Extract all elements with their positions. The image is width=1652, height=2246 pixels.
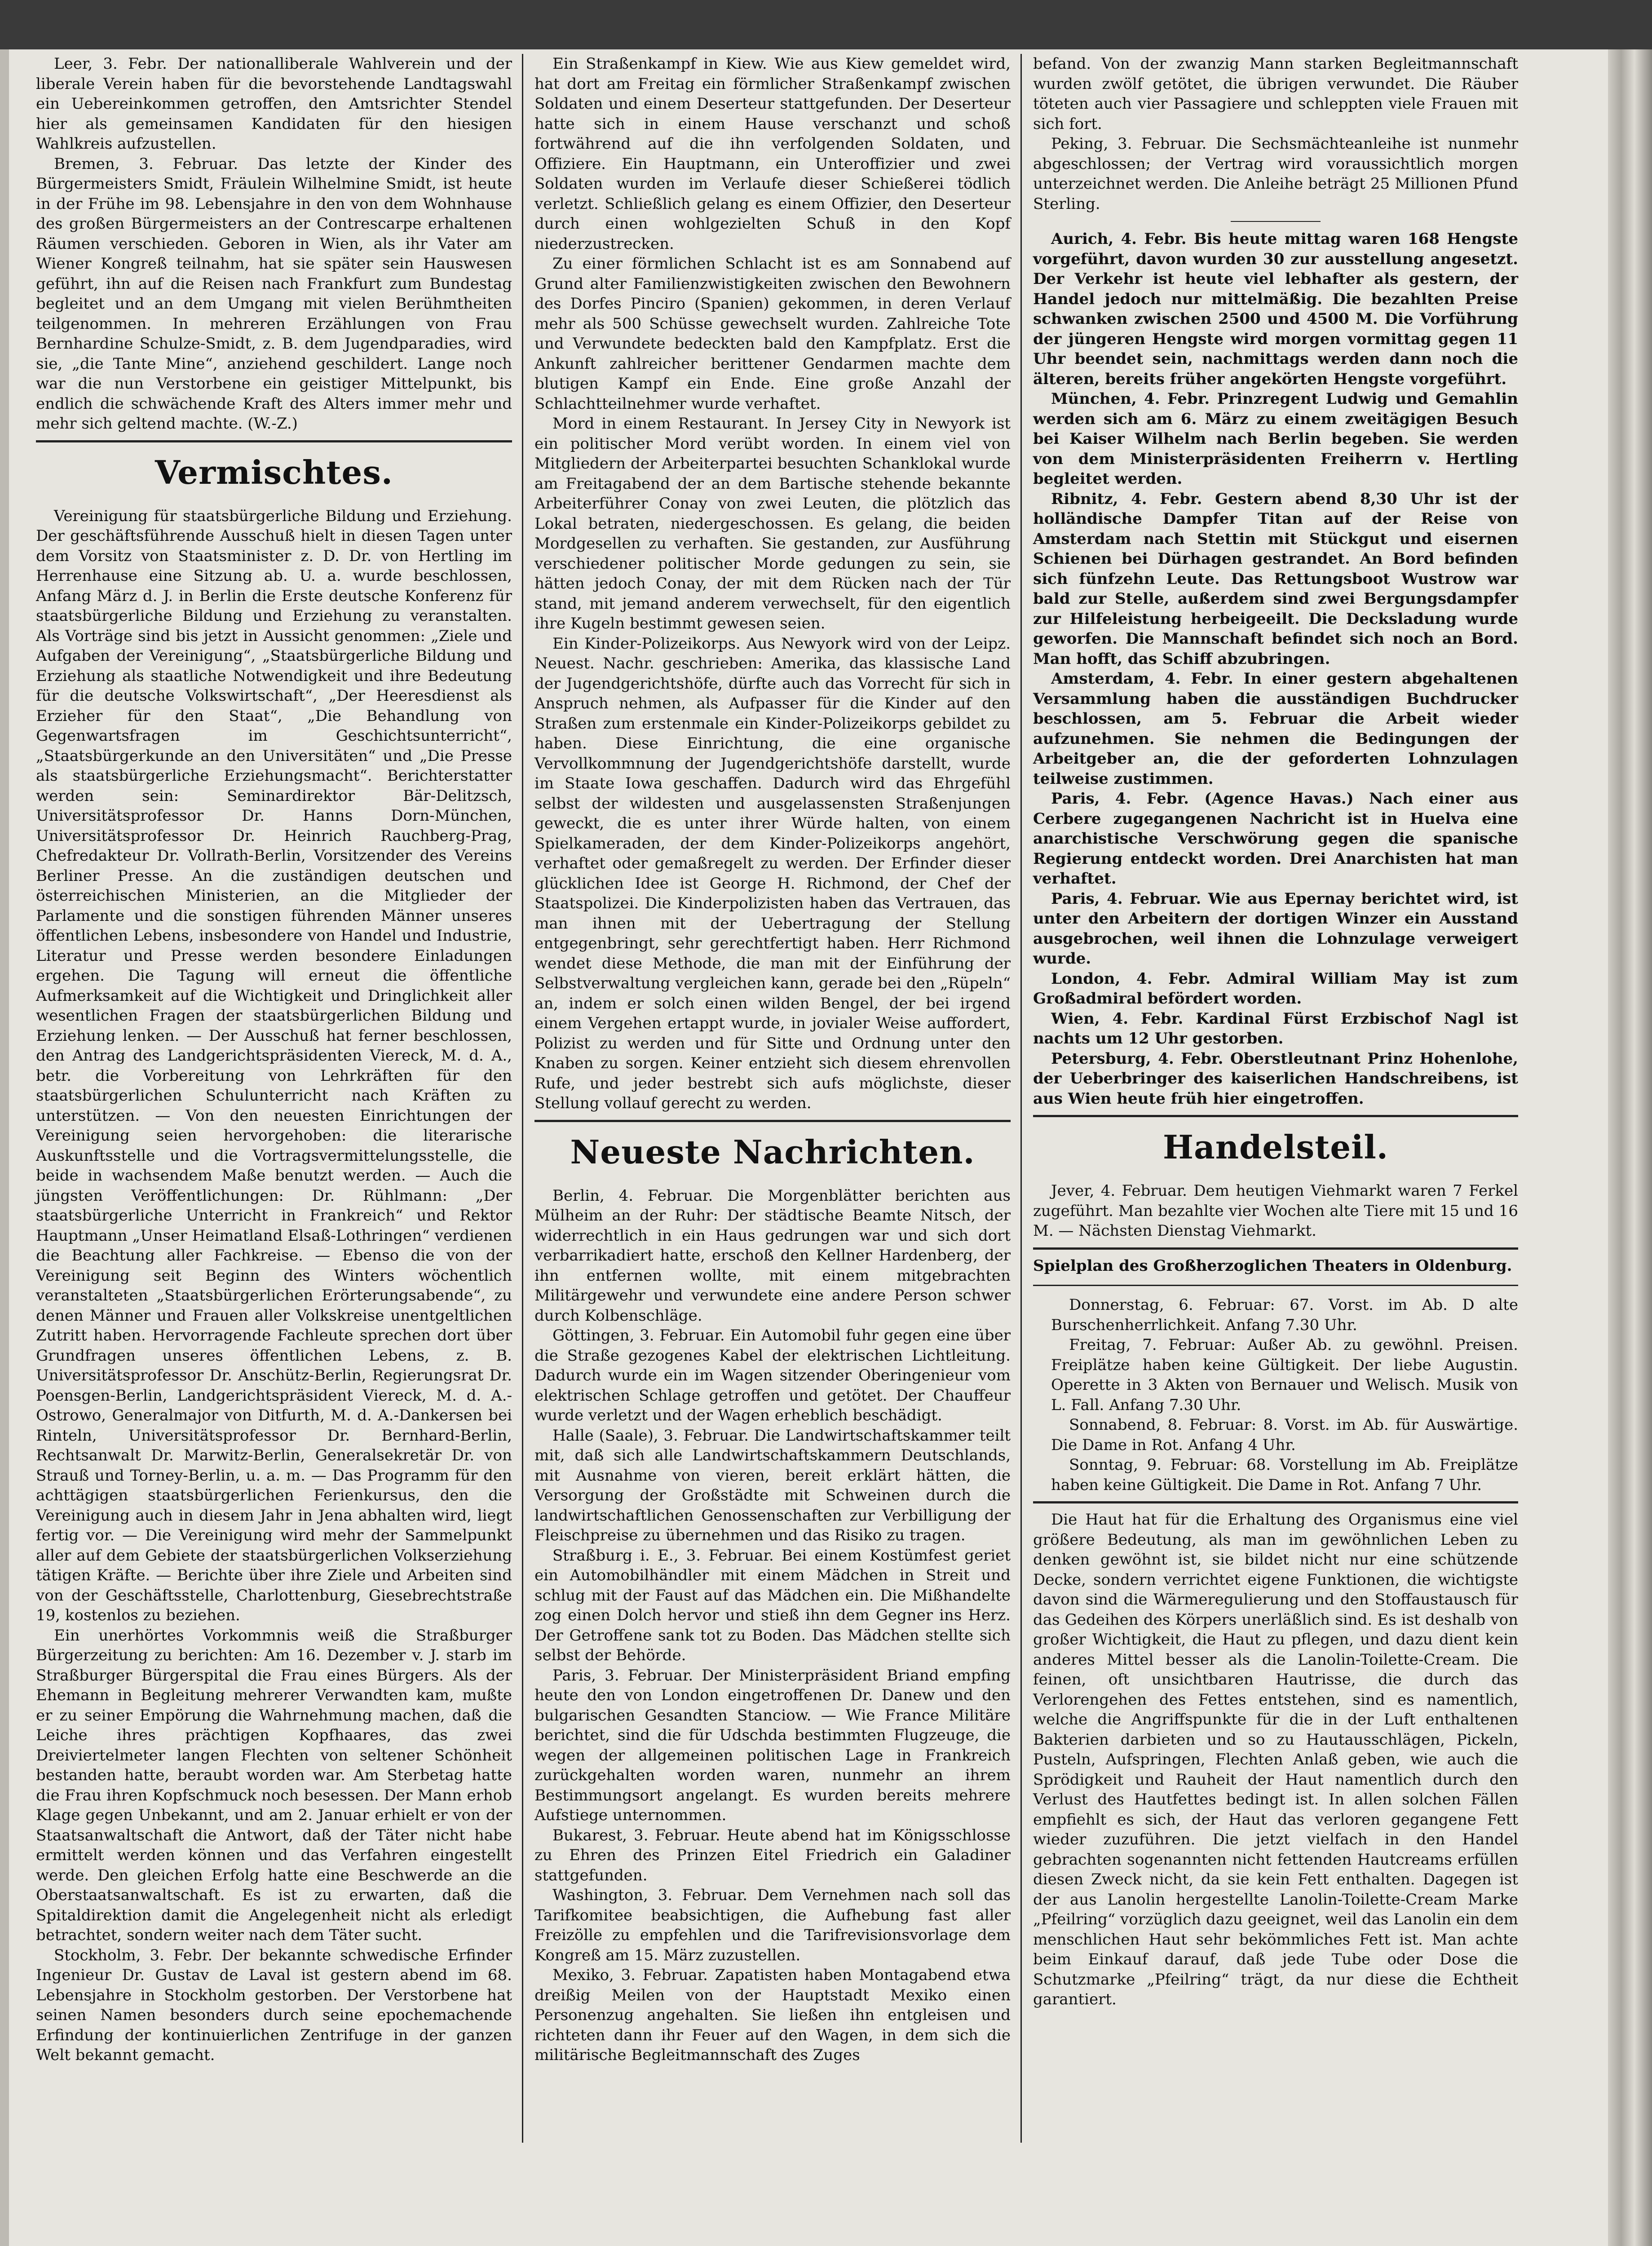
theater-title: Spielplan des Großherzoglichen Theaters in Oldenburg. <box>1033 1256 1512 1275</box>
theater-entry: Sonntag, 9. Februar: 68. Vorstellung im Ab. Freiplätze haben keine Gültigkeit. Die Dame in Rot. Anfang 7 Uhr. <box>1051 1456 1518 1494</box>
column-3 <box>1033 54 1518 2010</box>
advertisement-lanolin: Die Haut hat für die Erhaltung des Organismus eine viel größere Bedeutung, als man im gewöhnlichen Leben zu denken gewöhnt ist, sie bildet nicht nur eine schützende Decke, sondern verrichtet eigene Funktionen, die wichtigste davon sind die Wärmeregulierung und den Stoffaustausch für das Gedeihen des Körpers unerläßlich sind. Es ist deshalb von großer Wichtigkeit, die Haut zu pflegen, und dazu dient kein anderes Mittel besser als die Lanolin-Toilette-Cream. Die feinen, oft unsichtbaren Hautrisse, die durch das Verlorengehen des Fettes entstehen, sind es namentlich, welche die Angriffspunkte für die in der Luft enthaltenen Bakterien darbieten und so zu Hautausschlägen, Pickeln, Pusteln, Aufspringen, Flechten Anlaß geben, wie auch die Sprödigkeit und Rauheit der Haut namentlich durch den Verlust des Hautfettes bedingt ist. In allen solchen Fällen empfiehlt es sich, der Haut das verloren gegangene Fett wieder zuzuführen. Die jetzt vielfach in den Handel gebrachten sogenannten nicht fettenden Hautcreams erfüllen diesen Zweck nicht, da sie kein Fett enthalten. Dagegen ist der aus Lanolin hergestellte Lanolin-Toilette-Cream Marke „Pfeilring“ vorzüglich dazu geeignet, weil das Lanolin ein dem menschlichen Haut sehr bekömmliches Fett ist. Man achte beim Einkauf darauf, daß jede Tube oder Dose die Schutzmarke „Pfeilring“ trägt, da nur diese die Echtheit garantiert. <box>1033 1511 1518 2008</box>
news-peking: Peking, 3. Februar. Die Sechsmächteanleihe ist nunmehr abgeschlossen; der Vertrag wird voraussichtlich morgen unterzeichnet werden. Die Anleihe beträgt 25 Millionen Pfund Sterling. <box>1033 135 1518 213</box>
article-leer: Leer, 3. Febr. Der nationalliberale Wahlverein und der liberale Verein haben für die bevorstehende Landtagswahl ein Uebereinkommen getroffen, den Amtsrichter Stendel hier als gemeinsamen Kandidaten für den hiesigen Wahlkreis aufzustellen. <box>36 55 512 153</box>
article-mord: Mord in einem Restaurant. In Jersey City in Newyork ist ein politischer Mord verübt worden. In einem viel von Mitgliedern der Arbeiterpartei besuchten Schanklokal wurde am Freitagabend der an dem Bartische stehende bekannte Arbeiterführer Conay von zwei Leuten, die plötzlich das Lokal betraten, niedergeschossen. Es gelang, die beiden Mordgesellen zu verhaften. Sie gestanden, zur Ausführung verschiedener politischer Morde gedungen zu sein, sie hätten jedoch Conay, der mit dem Rücken nach der Tür stand, mit jemand anderem verwechselt, für den eigentlich ihre Kugeln bestimmt gewesen seien. <box>534 415 1011 632</box>
news-washington: Washington, 3. Februar. Dem Vernehmen nach soll das Tarifkomitee beabsichtigen, die Aufhebung fast aller Freizölle zu empfehlen und die Tarifrevisionsvorlage dem Kongreß am 15. März zuzustellen. <box>534 1886 1011 1964</box>
news-paris-epernay: Paris, 4. Februar. Wie aus Epernay berichtet wird, ist unter den Arbeitern der dortigen Winzer ein Ausstand ausgebrochen, weil ihnen die Lohnzulage verweigert wurde. <box>1033 889 1518 968</box>
column-1 <box>36 54 512 2065</box>
news-petersburg: Petersburg, 4. Febr. Oberstleutnant Prinz Hohenlohe, der Ueberbringer des kaiserlichen Handschreibens, ist aus Wien heute früh hier eingetroffen. <box>1033 1049 1518 1108</box>
news-paris-havas: Paris, 4. Febr. (Agence Havas.) Nach einer aus Cerbere zugegangenen Nachricht ist in Huelva eine anarchistische Verschwörung gegen die spanische Regierung entdeckt worden. Drei Anarchisten hat man verhaftet. <box>1033 790 1518 888</box>
news-strassburg: Straßburg i. E., 3. Februar. Bei einem Kostümfest geriet ein Automobilhändler mit einem Mädchen in Streit und schlug mit der Faust auf das Mädchen ein. Die Mißhandelte zog einen Dolch hervor und stieß ihn dem Gegner ins Herz. Der Getroffene sank tot zu Boden. Das Mädchen stellte sich selbst der Behörde. <box>534 1546 1011 1664</box>
article-kinderpolizei: Ein Kinder-Polizeikorps. Aus Newyork wird von der Leipz. Neuest. Nachr. geschrieben: Amerika, das klassische Land der Jugendgerichtshöfe, dürfte auch das Vorrecht für sich in Anspruch nehmen, als Aufpasser für die Kinder auf den Straßen zum erstenmale ein Kinder-Polizeikorps gebildet zu haben. Diese Einrichtung, die eine organische Vervollkommnung der Jugendgerichtshöfe darstellt, wurde im Staate Iowa geschaffen. Dadurch wird das Ehrgefühl selbst der wildesten und ausgelassensten Straßenjungen geweckt, die es unter ihrer Würde halten, von einem Spielkameraden, der dem Kinder-Polizeikorps angehört, verhaftet oder gemaßregelt zu werden. Der Erfinder dieser glücklichen Idee ist George H. Richmond, der Chef der Staatspolizei. Die Kinderpolizisten haben das Vertrauen, das man ihnen mit der Uebertragung der Stellung entgegenbringt, sehr gerechtfertigt haben. Herr Richmond wendet diese Methode, die man mit der Einführung der Selbstverwaltung vergleichen kann, gerade bei den „Rüpeln“ an, indem er solch einen wilden Bengel, der bei irgend einem Vergehen ertappt wurde, in jovialer Weise auffordert, Polizist zu werden und für Sitte und Ordnung unter den Knaben zu sorgen. Keiner entzieht sich diesem ehrenvollen Rufe, und jeder bestrebt sich aufs möglichste, dieser Stellung vollauf gerecht zu werden. <box>534 634 1011 1112</box>
news-berlin: Berlin, 4. Februar. Die Morgenblätter berichten aus Mülheim an der Ruhr: Der städtische Beamte Nitsch, der widerrechtlich in ein Haus gedrungen war und sich dort verbarrikadiert hatte, erschoß den Kellner Hardenberg, der ihn entfernen wollte, mit einem mitgebrachten Militärgewehr und verwundete eine andere Person schwer durch Kolbenschläge. <box>534 1186 1011 1325</box>
column-2 <box>534 54 1011 2065</box>
divider <box>534 1120 1011 1122</box>
news-london: London, 4. Febr. Admiral William May ist zum Großadmiral befördert worden. <box>1033 969 1518 1008</box>
article-vereinigung: Vereinigung für staatsbürgerliche Bildung und Erziehung. Der geschäftsführende Ausschuß hielt in diesen Tagen unter dem Vorsitz von Staatsminister z. D. Dr. von Hertling im Herrenhause eine Sitzung ab. U. a. wurde beschlossen, Anfang März d. J. in Berlin die Erste deutsche Konferenz für staatsbürgerliche Bildung und Erziehung zu veranstalten. Als Vorträge sind bis jetzt in Aussicht genommen: „Ziele und Aufgaben der Vereinigung“, „Staatsbürgerliche Bildung und Erziehung als staatliche Notwendigkeit und ihre Bedeutung für die deutsche Volkswirtschaft“, „Der Heeresdienst als Erzieher für den Staat“, „Die Behandlung von Gegenwartsfragen im Geschichtsunterricht“, „Staatsbürgerkunde an den Universitäten“ und „Die Presse als staatsbürgerliche Erziehungsmacht“. Berichterstatter werden sein: Seminardirektor Bär-Delitzsch, Universitätsprofessor Dr. Hanns Dorn-München, Universitätsprofessor Dr. Heinrich Rauchberg-Prag, Chefredakteur Dr. Vollrath-Berlin, Vorsitzender des Vereins Berliner Presse. An die zuständigen deutschen und österreichischen Ministerien, an die Mitglieder der Parlamente und die sonstigen führenden Männer unseres öffentlichen Lebens, insbesondere von Handel und Industrie, Literatur und Presse werden besondere Einladungen ergehen. Die Tagung will erneut die öffentliche Aufmerksamkeit auf die Wichtigkeit und Dringlichkeit aller wesentlichen Fragen der staatsbürgerlichen Bildung und Erziehung lenken. — Der Ausschuß hat ferner beschlossen, den Antrag des Landgerichtspräsidenten Viereck, M. d. A., betr. die Vorbereitung von Lehrkräften für den staatsbürgerlichen Schulunterricht nach Kräften zu unterstützen. — Von den neuesten Einrichtungen der Vereinigung seien hervorgehoben: die literarische Auskunftsstelle und die Vortragsvermittelungsstelle, die beide in wachsendem Maße benutzt werden. — Auch die jüngsten Veröffentlichungen: Dr. Rühlmann: „Der staatsbürgerliche Unterricht in Frankreich“ und Rektor Hauptmann „Unser Heimatland Elsaß-Lothringen“ verdienen die Beachtung aller Fachkreise. — Ebenso die von der Vereinigung seit Beginn des Winters wöchentlich veranstalteten „Staatsbürgerlichen Erörterungsabende“, zu denen Männer und Frauen aller Volkskreise unentgeltlichen Zutritt haben. Hervorragende Fachleute sprechen dort über Grundfragen unseres öffentlichen Lebens, z. B. Universitätsprofessor Dr. Anschütz-Berlin, Regierungsrat Dr. Poensgen-Berlin, Landgerichtspräsident Viereck, M. d. A.-Ostrowo, Generalmajor von Ditfurth, M. d. A.-Dankersen bei Rinteln, Universitätsprofessor Dr. Bernhard-Berlin, Rechtsanwalt Dr. Marwitz-Berlin, Generalsekretär Dr. von Strauß und Torney-Berlin, u. a. m. — Das Programm für den achttägigen staatsbürgerlichen Ferienkursus, den die Vereinigung auch in diesem Jahr in Jena abhalten wird, liegt fertig vor. — Die Vereinigung wird mehr der Sammelpunkt aller auf dem Gebiete der staatsbürgerlichen Volkserziehung tätigen Kräfte. — Berichte über ihre Ziele und Arbeiten sind von der Geschäftsstelle, Charlottenburg, Giesebrechtstraße 19, kostenlos zu beziehen. <box>36 507 512 1624</box>
news-wien: Wien, 4. Febr. Kardinal Fürst Erzbischof Nagl ist nachts um 12 Uhr gestorben. <box>1033 1009 1518 1048</box>
divider <box>1033 1285 1518 1286</box>
article-vorkommnis: Ein unerhörtes Vorkommnis weiß die Straßburger Bürgerzeitung zu berichten: Am 16. Dezember v. J. starb im Straßburger Bürgerspital die Frau eines Bürgers. Als der Ehemann in Begleitung mehrerer Verwandten kam, mußte er zu seiner Empörung die Wahrnehmung machen, daß die Leiche ihres prächtigen Kopfhaares, das zwei Dreiviertelmeter langen Flechten von seltener Schönheit bestanden hatte, beraubt worden war. Am Sterbetag hatte die Frau ihren Kopfschmuck noch besessen. Der Mann erhob Klage gegen Unbekannt, und am 2. Januar erhielt er von der Staatsanwaltschaft die Antwort, daß der Täter nicht habe ermittelt werden können und das Verfahren eingestellt werde. Den gleichen Erfolg hatte eine Beschwerde an die Oberstaatsanwaltschaft. Es ist zu erwarten, daß die Spitaldirektion damit die Angelegenheit nicht als erledigt betrachtet, sondern weiter nach dem Täter sucht. <box>36 1626 512 1944</box>
divider <box>1033 1501 1518 1503</box>
news-halle: Halle (Saale), 3. Februar. Die Landwirtschaftskammer teilt mit, daß sich alle Landwirtschaftskammern Deutschlands, mit Ausnahme von vieren, bereit erklärt hätten, die Versorgung der Großstädte mit Schweinen durch die landwirtschaftlichen Genossenschaften zur Verbilligung der Fleischpreise zu übernehmen und das Risiko zu tragen. <box>534 1426 1011 1544</box>
divider <box>36 440 512 442</box>
short-separator <box>1231 221 1321 222</box>
section-heading-handelsteil: Handelsteil. <box>1163 1128 1388 1166</box>
divider <box>1033 1247 1518 1250</box>
book-spine <box>1608 49 1652 2246</box>
page-left-edge <box>0 49 9 2246</box>
news-mexiko-continued: befand. Von der zwanzig Mann starken Begleitmannschaft wurden zwölf getötet, die übrigen verwundet. Die Räuber töteten auch vier Passagiere und schleppten viele Frauen mit sich fort. <box>1033 55 1518 133</box>
news-aurich: Aurich, 4. Febr. Bis heute mittag waren 168 Hengste vorgeführt, davon wurden 30 zur ausstellung angesetzt. Der Verkehr ist heute viel lebhafter als gestern, der Handel jedoch nur mittelmäßig. Die bezahlten Preise schwanken zwischen 2500 und 4500 M. Die Vorführung der jüngeren Hengste wird morgen vormittag gegen 11 Uhr beendet sein, nachmittags werden dann noch die älteren, bereits früher angekörten Hengste vorgeführt. <box>1033 230 1518 388</box>
theater-entry: Donnerstag, 6. Februar: 67. Vorst. im Ab. D alte Burschenherrlichkeit. Anfang 7.30 Uhr. <box>1051 1296 1518 1334</box>
news-mexiko: Mexiko, 3. Februar. Zapatisten haben Montagabend etwa dreißig Meilen von der Hauptstadt Mexiko einen Personenzug angehalten. Sie ließen ihn entgleisen und richteten dann ihr Feuer auf den Wagen, in dem sich die militärische Begleitmannschaft des Zuges <box>534 1966 1011 2064</box>
news-bukarest: Bukarest, 3. Februar. Heute abend hat im Königsschlosse zu Ehren des Prinzen Eitel Friedrich ein Galadiner stattgefunden. <box>534 1826 1011 1884</box>
divider <box>1033 1115 1518 1117</box>
news-amsterdam: Amsterdam, 4. Febr. In einer gestern abgehaltenen Versammlung haben die ausständigen Buchdrucker beschlossen, am 5. Februar die Arbeit wieder aufzunehmen. Sie nehmen die Bedingungen der Arbeitgeber an, die der geforderten Lohnzulagen teilweise zustimmen. <box>1033 670 1518 788</box>
article-schlacht: Zu einer förmlichen Schlacht ist es am Sonnabend auf Grund alter Familienzwistigkeiten zwischen den Bewohnern des Dorfes Pinciro (Spanien) gekommen, in deren Verlauf mehr als 500 Schüsse gewechselt wurden. Zahlreiche Tote und Verwundete bedeckten bald den Kampfplatz. Erst die Ankunft zahlreicher berittener Gendarmen machte dem blutigen Kampf ein Ende. Eine große Anzahl der Schlachtteilnehmer wurde verhaftet. <box>534 255 1011 413</box>
news-muenchen: München, 4. Febr. Prinzregent Ludwig und Gemahlin werden sich am 6. März zu einem zweitägigen Besuch bei Kaiser Wilhelm nach Berlin begeben. Sie werden von dem Ministerpräsidenten Freiherrn v. Hertling begleitet werden. <box>1033 390 1518 488</box>
column-rule-1 <box>522 54 523 2143</box>
article-stockholm: Stockholm, 3. Febr. Der bekannte schwedische Erfinder Ingenieur Dr. Gustav de Laval ist gestern abend im 68. Lebensjahre in Stockholm gestorben. Der Verstorbene hat seinen Namen besonders durch seine epochemachende Erfindung der kontinuierlichen Zentrifuge in der ganzen Welt bekannt gemacht. <box>36 1946 512 2064</box>
section-heading-vermischtes: Vermischtes. <box>155 453 393 491</box>
section-heading-nachrichten: Neueste Nachrichten. <box>570 1132 975 1171</box>
news-paris: Paris, 3. Februar. Der Ministerpräsident Briand empfing heute den von London eingetroffenen Dr. Danew und den bulgarischen Gesandten Stanciow. — Wie France Militäre berichtet, sind die für Udschda bestimmten Flugzeuge, die wegen der allgemeinen politischen Lage in Frankreich zurückgehalten worden waren, nunmehr an ihrem Bestimmungsort angelangt. Es wurden bereits mehrere Aufstiege unternommen. <box>534 1666 1011 1824</box>
news-ribnitz: Ribnitz, 4. Febr. Gestern abend 8,30 Uhr ist der holländische Dampfer Titan auf der Reise von Amsterdam nach Stettin mit Stückgut und eisernen Schienen bei Dürhagen gestrandet. An Bord befinden sich fünfzehn Leute. Das Rettungsboot Wustrow war bald zur Stelle, außerdem sind zwei Bergungsdampfer zur Hilfeleistung herbeigeeilt. Die Decksladung wurde geworfen. Die Mannschaft befindet sich noch an Bord. Man hofft, das Schiff abzubringen. <box>1033 490 1518 668</box>
theater-entry: Freitag, 7. Februar: Außer Ab. zu gewöhnl. Preisen. Freiplätze haben keine Gültigkeit. Der liebe Augustin. Operette in 3 Akten von Bernauer und Welisch. Musik von L. Fall. Anfang 7.30 Uhr. <box>1051 1336 1518 1414</box>
theater-entry: Sonnabend, 8. Februar: 8. Vorst. im Ab. für Auswärtige. Die Dame in Rot. Anfang 4 Uhr. <box>1051 1416 1518 1454</box>
column-rule-2 <box>1020 54 1022 2143</box>
market-jever: Jever, 4. Februar. Dem heutigen Viehmarkt waren 7 Ferkel zugeführt. Man bezahlte vier Wochen alte Tiere mit 15 und 16 M. — Nächsten Dienstag Viehmarkt. <box>1033 1182 1518 1240</box>
article-bremen: Bremen, 3. Februar. Das letzte der Kinder des Bürgermeisters Smidt, Fräulein Wilhelmine Smidt, ist heute in der Frühe im 98. Lebensjahre in den von dem Wohnhause des großen Bürgermeisters an der Contrescarpe erhaltenen Räumen verschieden. Geboren in Wien, als ihr Vater am Wiener Kongreß teilnahm, hat sie später sein Hauswesen geführt, ihn auf die Reisen nach Frankfurt zum Bundestag begleitet und an dem Umgang mit vielen Berühmtheiten teilgenommen. In mehreren Erzählungen von Frau Bernhardine Schulze-Smidt, z. B. dem Jugendparadies, wird sie, „die Tante Mine“, anziehend geschildert. Lange noch war die nun Verstorbene ein geistiger Mittelpunkt, bis endlich die schwächende Kraft des Alters immer mehr und mehr sich geltend machte. (W.-Z.) <box>36 155 512 433</box>
article-kiew: Ein Straßenkampf in Kiew. Wie aus Kiew gemeldet wird, hat dort am Freitag ein förmlicher Straßenkampf zwischen Soldaten und einem Deserteur stattgefunden. Der Deserteur hatte sich in einem Hause verschanzt und schoß fortwährend auf die ihn verfolgenden Soldaten, und Offiziere. Ein Hauptmann, ein Unteroffizier und zwei Soldaten wurden im Verlaufe dieser Schießerei tödlich verletzt. Schließlich gelang es einem Offizier, den Deserteur durch einen wohlgezielten Schuß in den Kopf niederzustrecken. <box>534 55 1011 253</box>
news-goettingen: Göttingen, 3. Februar. Ein Automobil fuhr gegen eine über die Straße gezogenes Kabel der elektrischen Lichtleitung. Dadurch wurde ein im Wagen sitzender Oberingenieur vom elektrischen Schlage getroffen und getötet. Der Chauffeur wurde verletzt und der Wagen erheblich beschädigt. <box>534 1326 1011 1424</box>
